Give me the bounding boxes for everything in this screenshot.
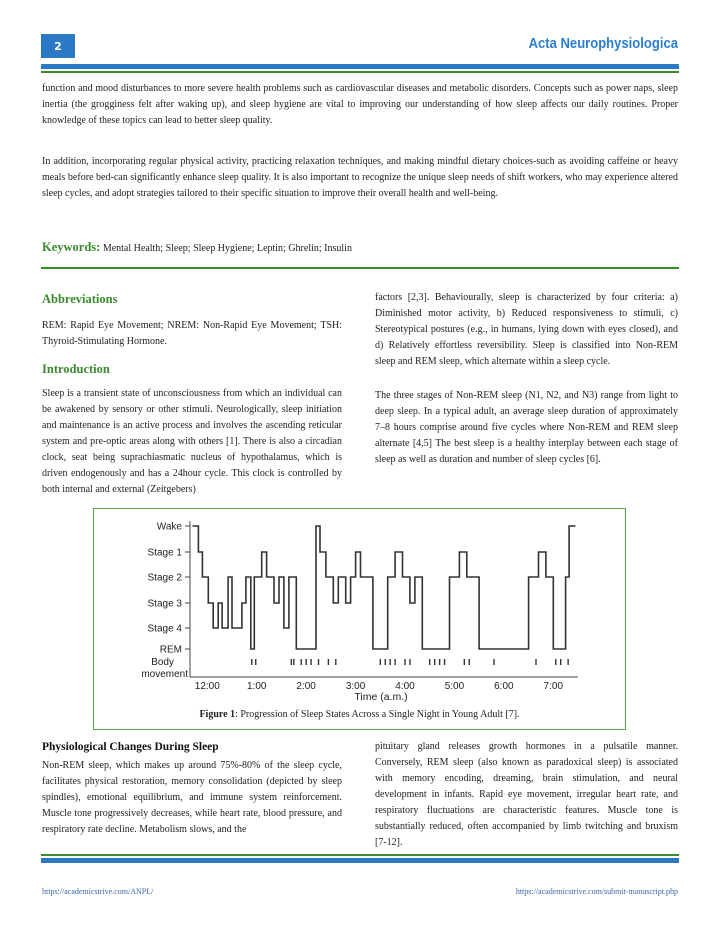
- x-tick-label: 1:00: [246, 681, 267, 692]
- x-tick-label: 12:00: [194, 681, 220, 692]
- chart-axes: [190, 521, 578, 677]
- y-tick-label: Stage 4: [147, 623, 182, 635]
- x-tick-label: 5:00: [444, 681, 465, 692]
- keywords-label: Keywords:: [42, 240, 101, 254]
- hypnogram-line: [193, 526, 576, 649]
- footer-rule-thin: [41, 854, 679, 856]
- physiological-right-text: pituitary gland releases growth hormones in a pulsatile manner. Conversely, REM sleep (also known as paradoxical sleep) is associated with memory encoding, dreaming, brain stimulation, and neural development in infants. Rapid eye movement, irregular heart rate, and respiratory fluctuations are characteristic features. Muscle tone is substantially reduced, often accompanied by limb twitching and bruxism [7-12].: [375, 741, 678, 848]
- hypnogram-chart: [94, 509, 624, 705]
- footer-link-journal[interactable]: https://academicstrive.com/ANPL/: [42, 887, 154, 896]
- hypnogram-series: [193, 526, 576, 649]
- keywords-line: [42, 240, 352, 255]
- y-tick-label: Stage 2: [147, 572, 182, 584]
- footer-rule: [41, 858, 679, 863]
- intro-paragraph-2: In addition, incorporating regular physical activity, practicing relaxation techniques, and making mindful dietary choices-such as avoiding caffeine or heavy meals before bed-can significantly enhance sleep quality. It is also important to recognize the unique sleep needs of shift workers, who may experience altered sleep cycles, and adopt strategies tailored to their specific situation to improve their overall health and well-being.: [42, 156, 678, 199]
- y-tick-label: Stage 1: [147, 547, 182, 559]
- y-axis-labels: [141, 522, 190, 681]
- y-tick-label: Wake: [156, 521, 182, 533]
- abbreviations-heading: Abbreviations: [42, 292, 118, 306]
- x-tick-label: 3:00: [345, 681, 366, 692]
- body-movement-label: movement: [141, 669, 188, 680]
- physiological-left-text: Non-REM sleep, which makes up around 75%-80% of the sleep cycle, facilitates physical restoration, memory consolidation (depicted by sleep spindles), emotional equilibrium, and immune system reinforcement. Muscle tone progressively decreases, while heart rate, blood pressure, and respiratory rate decline. Metabolism slows, and the: [42, 760, 342, 835]
- introduction-heading: Introduction: [42, 362, 110, 376]
- body-movement-marks: [252, 659, 568, 665]
- right-column-paragraph-2: The three stages of Non-REM sleep (N1, N2, and N3) range from light to deep sleep. In a typical adult, an average sleep duration of approximately 7–8 hours comprise around five cycles where Non-REM and REM sleep alternate [4,5] The best sleep is a healthy interplay between each stage of sleep as well as duration and number of sleep cycles [6].: [375, 390, 678, 465]
- right-column-paragraph-1: factors [2,3]. Behaviourally, sleep is characterized by four criteria: a) Diminished motor activity, b) Reduced responsiveness to stimuli, c) Stereotypical postures (e.g., in humans, lying down with eyes closed), and d) Relatively effortless reversibility. Sleep is classified into Non-REM sleep and REM sleep, which alternate within a sleep cycle.: [375, 292, 678, 367]
- y-tick-label: REM: [159, 644, 182, 656]
- footer-link-submit[interactable]: https://academicstrive.com/submit-manuscript.php: [515, 887, 678, 896]
- figure-caption-label: Figure 1: [199, 709, 236, 720]
- x-tick-label: 4:00: [395, 681, 415, 692]
- x-axis-title: Time (a.m.): [354, 691, 408, 703]
- page-number: 2: [41, 34, 75, 58]
- x-tick-label: 6:00: [494, 681, 514, 692]
- abbreviations-text: REM: Rapid Eye Movement; NREM: Non-Rapid Eye Movement; TSH: Thyroid-Stimulating Hormone.: [42, 320, 342, 347]
- physiological-heading: Physiological Changes During Sleep: [42, 741, 219, 753]
- keywords-text: Mental Health; Sleep; Sleep Hygiene; Leptin; Ghrelin; Insulin: [102, 243, 352, 254]
- y-tick-label: Stage 3: [147, 598, 182, 610]
- figure-caption-text: : Progression of Sleep States Across a Single Night in Young Adult [7].: [235, 709, 520, 720]
- body-movement-label: Body: [151, 657, 174, 668]
- introduction-text: Sleep is a transient state of unconsciousness from which an individual can be awakened by sensory or other stimuli. Neurologically, sleep initiation and maintenance is an active process and involves the ascending reticular system and pre-optic areas along with others [1]. There is also a circadian clock, seat being suprachiasmatic nucleus of hypothalamus, which is driven endogenously and has a 24hour cycle. This clock is controlled by both internal and external (Zeitgebers): [42, 388, 342, 495]
- journal-title: Acta Neurophysiologica: [528, 36, 678, 52]
- figure-caption: [94, 709, 625, 720]
- x-tick-label: 2:00: [296, 681, 316, 692]
- intro-paragraph-1: function and mood disturbances to more severe health problems such as cardiovascular diseases and metabolic disorders. Concepts such as power naps, sleep inertia (the grogginess felt after waking up), and sleep hygiene are vital to improving our understanding of how sleep affects our daily routines. Proper knowledge of these topics can lead to better sleep quality.: [42, 83, 678, 126]
- header-rule: [41, 64, 679, 69]
- keywords-rule: [41, 267, 679, 269]
- x-tick-label: 7:00: [543, 681, 564, 692]
- figure-box: [93, 508, 626, 730]
- header-rule-thin: [41, 71, 679, 73]
